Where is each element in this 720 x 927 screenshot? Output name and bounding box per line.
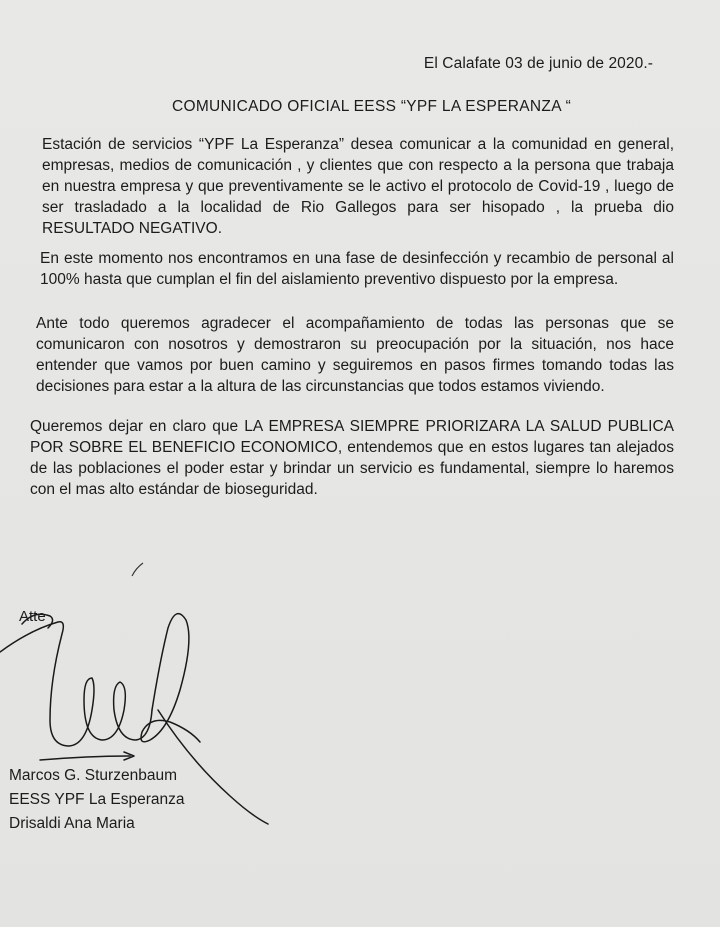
signatory-second-name: Drisaldi Ana Maria: [9, 815, 135, 832]
signatory-company: EESS YPF La Esperanza: [9, 791, 185, 808]
paragraph-disinfection: En este momento nos encontramos en una fase de desinfección y recambio de personal al 100% hasta que cumplan el fin del aislamiento preventivo dispuesto por la empresa.: [40, 250, 674, 288]
paragraph-negative-result: Estación de servicios “YPF La Esperanza” desea comunicar a la comunidad en general, empresas, medios de comunicación , y clientes que con respecto a la persona que trabaja en nuestra empresa y que preventivamente se le activo el protocolo de Covid-19 , luego de ser trasladado a la localidad de Rio Gallegos para ser hisopado , la prueba dio RESULTADO NEGATIVO.: [42, 136, 674, 237]
handwritten-signature: [0, 560, 300, 830]
letter-title: COMUNICADO OFICIAL EESS “YPF LA ESPERANZA “: [172, 98, 572, 115]
signatory-name: Marcos G. Sturzenbaum: [9, 767, 177, 784]
date-line: El Calafate 03 de junio de 2020.-: [423, 55, 653, 72]
paragraph-gratitude: Ante todo queremos agradecer el acompañamiento de todas las personas que se comunicaron con nosotros y demostraron su preocupación por la situación, nos hace entender que vamos por buen camino y seguiremos en pasos firmes tomando todas las decisiones para estar a la altura de las circunstancias que todos estamos viviendo.: [36, 315, 674, 395]
paragraph-public-health: Queremos dejar en claro que LA EMPRESA SIEMPRE PRIORIZARA LA SALUD PUBLICA POR SOBRE EL BENEFICIO ECONOMICO, entendemos que en estos lugares tan alejados de las poblaciones el poder estar y brindar un servicio es fundamental, siempre lo haremos con el mas alto estándar de bioseguridad.: [30, 418, 674, 498]
closing-atte: Atte: [19, 608, 46, 625]
